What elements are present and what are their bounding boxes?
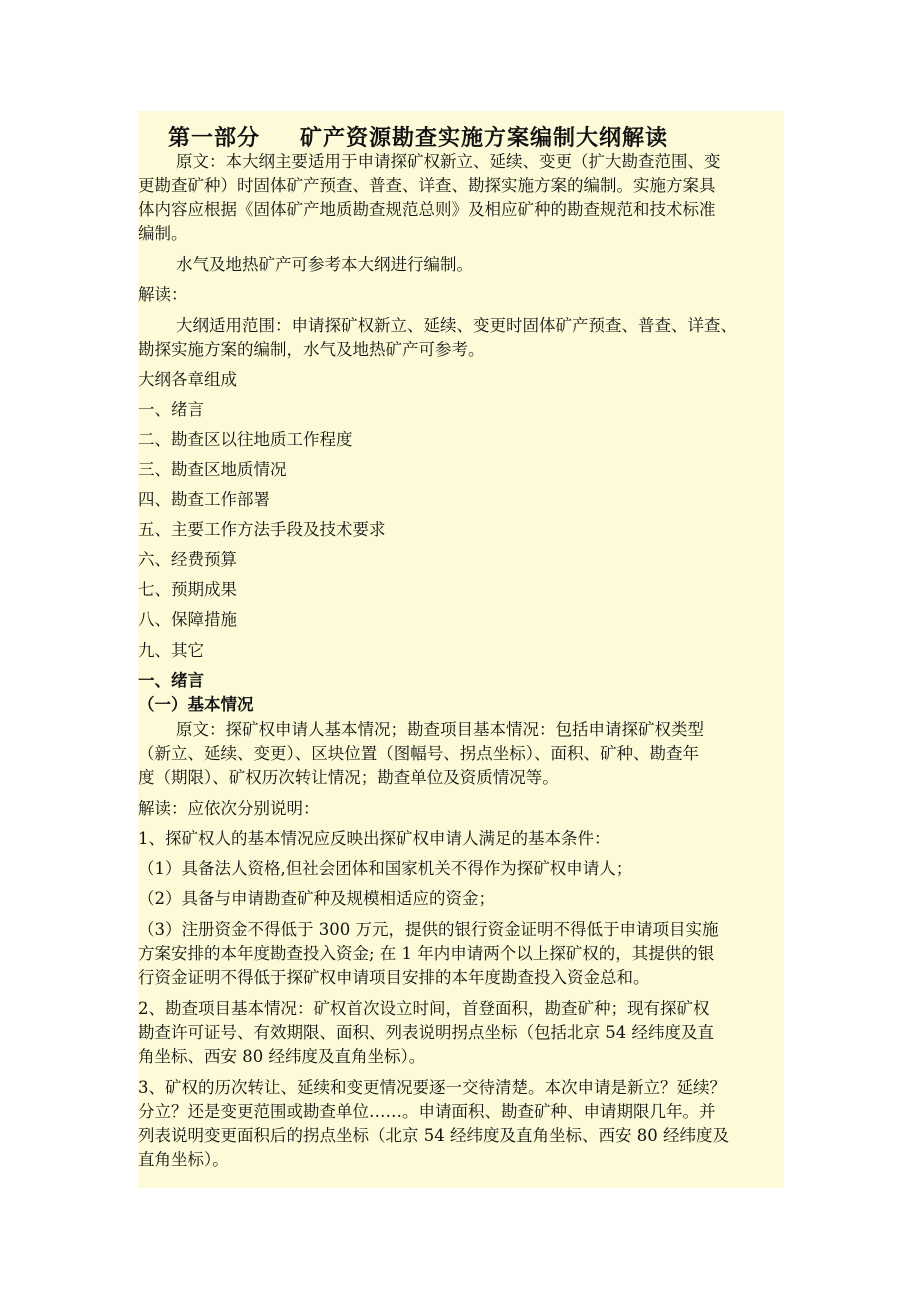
- text-line: 大纲适用范围：申请探矿权新立、延续、变更时固体矿产预查、普查、详查、: [176, 316, 737, 335]
- text-line: 2、勘查项目基本情况：矿权首次设立时间，首登面积，勘查矿种；现有探矿权: [138, 999, 710, 1018]
- text-line: 体内容应根据《固体矿产地质勘查规范总则》及相应矿种的勘查规范和技术标准: [138, 200, 716, 219]
- text-line: 原文：本大纲主要适用于申请探矿权新立、延续、变更（扩大勘查范围、变: [176, 152, 721, 171]
- text-line: 方案安排的本年度勘查投入资金; 在 1 年内申请两个以上探矿权的，其提供的银: [138, 944, 715, 963]
- text-line: 度（期限）、矿权历次转让情况；勘查单位及资质情况等。: [138, 768, 559, 787]
- text-line: 八、保障措施: [138, 610, 237, 629]
- text-line: （2）具备与申请勘查矿种及规模相适应的资金；: [138, 889, 495, 908]
- text-line: （1）具备法人资格,但社会团体和国家机关不得作为探矿权申请人；: [138, 859, 633, 878]
- text-line: 解读：: [138, 285, 188, 304]
- text-line: 编制。: [138, 224, 188, 243]
- text-line: （新立、延续、变更）、区块位置（图幅号、拐点坐标）、面积、矿种、勘查年: [138, 744, 699, 763]
- text-line: 角坐标、西安 80 经纬度及直角坐标）。: [138, 1047, 426, 1066]
- text-line: 九、其它: [138, 641, 204, 660]
- text-line: 一、绪言: [138, 400, 204, 419]
- section-heading: （一）基本情况: [138, 695, 254, 714]
- text-line: 大纲各章组成: [138, 370, 237, 389]
- text-line: 更勘查矿种）时固体矿产预查、普查、详查、勘探实施方案的编制。实施方案具: [138, 176, 716, 195]
- text-line: 七、预期成果: [138, 580, 237, 599]
- page-title: [168, 121, 668, 152]
- text-line: 水气及地热矿产可参考本大纲进行编制。: [176, 255, 473, 274]
- text-line: 勘探实施方案的编制，水气及地热矿产可参考。: [138, 340, 485, 359]
- title-name: 矿产资源勘查实施方案编制大纲解读: [300, 126, 669, 151]
- section-heading: 一、绪言: [138, 671, 204, 690]
- text-line: 列表说明变更面积后的拐点坐标（北京 54 经纬度及直角坐标、西安 80 经纬度及: [138, 1126, 729, 1145]
- text-line: 分立？还是变更范围或勘查单位……。申请面积、勘查矿种、申请期限几年。并: [138, 1102, 716, 1121]
- text-line: 三、勘查区地质情况: [138, 460, 287, 479]
- text-line: 直角坐标）。: [138, 1150, 229, 1169]
- text-line: 解读：应依次分别说明：: [138, 799, 320, 818]
- text-line: 3、矿权的历次转让、延续和变更情况要逐一交待清楚。本次申请是新立？延续？: [138, 1078, 726, 1097]
- title-part: 第一部分: [168, 126, 261, 151]
- text-line: 原文：探矿权申请人基本情况；勘查项目基本情况：包括申请探矿权类型: [176, 720, 704, 739]
- text-line: 行资金证明不得低于探矿权申请项目安排的本年度勘查投入资金总和。: [138, 968, 650, 987]
- text-line: 四、勘查工作部署: [138, 490, 270, 509]
- text-line: 二、勘查区以往地质工作程度: [138, 430, 353, 449]
- text-line: 六、经费预算: [138, 550, 237, 569]
- text-line: 五、主要工作方法手段及技术要求: [138, 520, 386, 539]
- text-line: 1、探矿权人的基本情况应反映出探矿权申请人满足的基本条件：: [138, 829, 611, 848]
- text-line: 勘查许可证号、有效期限、面积、列表说明拐点坐标（包括北京 54 经纬度及直: [138, 1023, 714, 1042]
- text-line: （3）注册资金不得低于 300 万元，提供的银行资金证明不得低于申请项目实施: [138, 920, 719, 939]
